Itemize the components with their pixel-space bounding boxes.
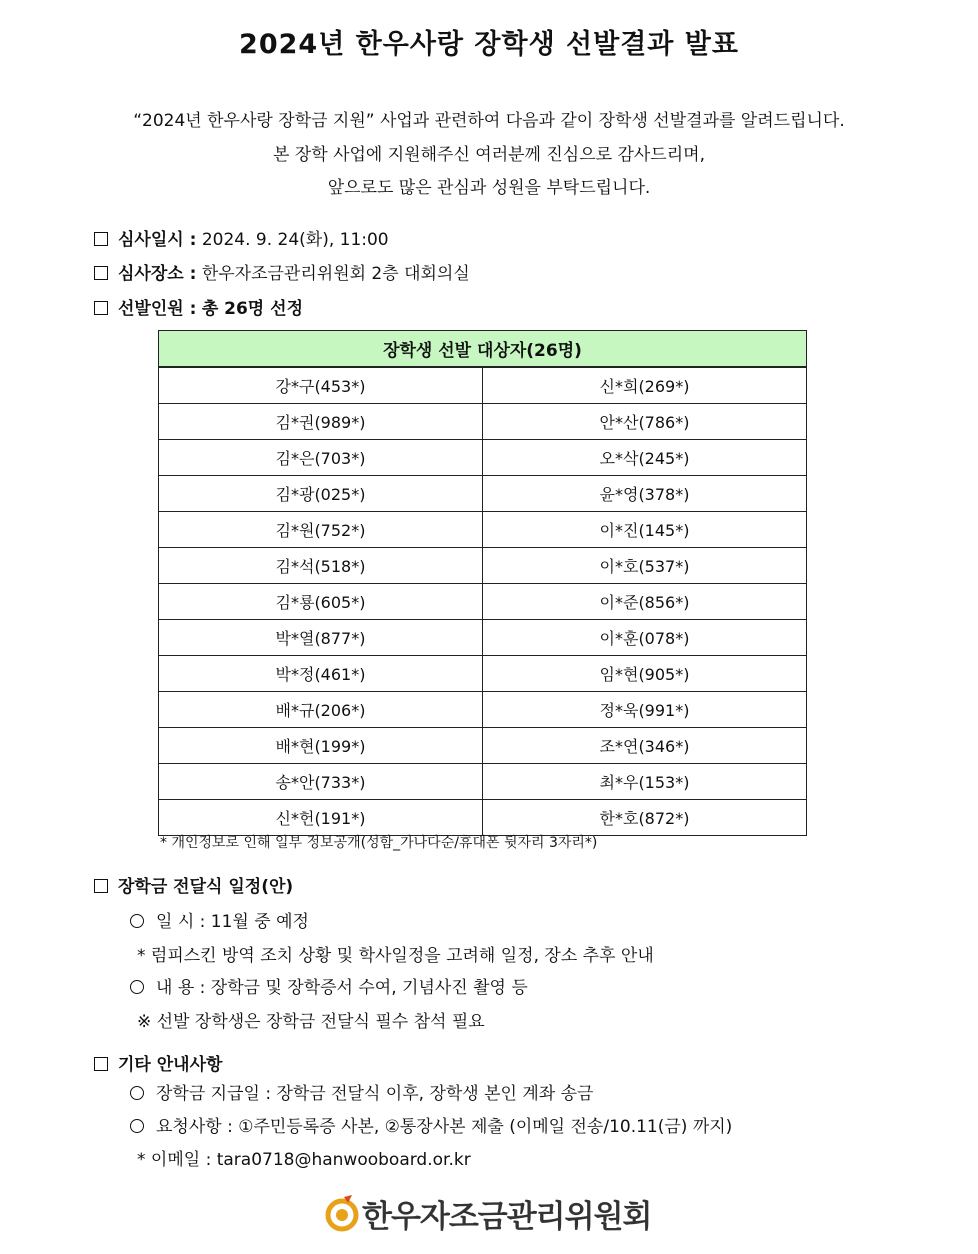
scholar-name-right: 이*진(145*) [483, 512, 807, 548]
scholar-name-right: 한*호(872*) [483, 800, 807, 836]
checkbox-square-icon [94, 266, 108, 280]
scholar-name-right: 임*현(905*) [483, 656, 807, 692]
scholar-name-left: 김*원(752*) [159, 512, 483, 548]
scholar-name-left: 신*헌(191*) [159, 800, 483, 836]
review-date-label: 심사일시 : [118, 230, 197, 250]
table-row [159, 367, 807, 404]
review-place-value: 한우자조금관리위원회 2층 대회의실 [201, 264, 470, 284]
table-row [159, 728, 807, 764]
scholar-name-left: 김*권(989*) [159, 404, 483, 440]
scholar-name-left: 박*열(877*) [159, 620, 483, 656]
scholar-name-right: 안*산(786*) [483, 404, 807, 440]
ceremony-date-line: 일 시 : 11월 중 예정 [130, 907, 309, 932]
circle-bullet-icon [130, 1086, 144, 1100]
scholar-name-right: 윤*영(378*) [483, 476, 807, 512]
ceremony-heading: 장학금 전달식 일정(안) [94, 872, 293, 897]
table-row [159, 656, 807, 692]
scholar-name-left: 송*안(733*) [159, 764, 483, 800]
selection-count-item [94, 294, 303, 319]
scholar-name-right: 이*훈(078*) [483, 620, 807, 656]
table-row [159, 512, 807, 548]
other-heading: 기타 안내사항 [94, 1050, 222, 1075]
review-place-label: 심사장소 : [118, 264, 197, 284]
email-line: * 이메일 : tara0718@hanwooboard.or.kr [137, 1150, 471, 1170]
intro-line-1: “2024년 한우사랑 장학금 지원” 사업과 관련하여 다음과 같이 장학생 선발결과를 알려드립니다. [133, 111, 845, 131]
table-header: 장학생 선발 대상자(26명) [159, 331, 807, 368]
page-title: 2024년 한우사랑 장학생 선발결과 발표 [239, 29, 739, 60]
intro-line-2: 본 장학 사업에 지원해주신 여러분께 진심으로 감사드리며, [273, 145, 705, 165]
privacy-note: * 개인정보로 인해 일부 정보공개(성함_가나다순/휴대폰 뒷자리 3자리*) [160, 835, 598, 851]
scholar-name-right: 이*호(537*) [483, 548, 807, 584]
organization-logo [322, 1190, 651, 1236]
scholar-name-left: 박*정(461*) [159, 656, 483, 692]
scholar-name-left: 배*현(199*) [159, 728, 483, 764]
scholar-name-left: 강*구(453*) [159, 367, 483, 404]
request-line: 요청사항 : ①주민등록증 사본, ②통장사본 제출 (이메일 전송/10.11(금) 까지) [130, 1112, 732, 1137]
table-row [159, 404, 807, 440]
table-row [159, 476, 807, 512]
table-row [159, 584, 807, 620]
intro-line-3: 앞으로도 많은 관심과 성원을 부탁드립니다. [327, 178, 651, 198]
table-row [159, 800, 807, 836]
checkbox-square-icon [94, 879, 108, 893]
scholar-list-table [158, 330, 807, 836]
review-place-item [94, 259, 470, 284]
review-date-value: 2024. 9. 24(화), 11:00 [201, 230, 389, 250]
ceremony-date-note: * 럼피스킨 방역 조치 상황 및 학사일정을 고려해 일정, 장소 추후 안내 [137, 946, 654, 966]
table-row [159, 620, 807, 656]
scholar-name-left: 김*석(518*) [159, 548, 483, 584]
scholar-name-right: 오*삭(245*) [483, 440, 807, 476]
circle-bullet-icon [130, 980, 144, 994]
table-row [159, 440, 807, 476]
circle-bullet-icon [130, 914, 144, 928]
review-date-item [94, 225, 389, 250]
logo-text: 한우자조금관리위원회 [362, 1198, 652, 1235]
scholar-name-left: 김*은(703*) [159, 440, 483, 476]
scholar-name-left: 배*규(206*) [159, 692, 483, 728]
table-row [159, 764, 807, 800]
ceremony-attend-note: ※ 선발 장학생은 장학금 전달식 필수 참석 필요 [137, 1012, 485, 1032]
table-row [159, 548, 807, 584]
ceremony-content-line: 내 용 : 장학금 및 장학증서 수여, 기념사진 촬영 등 [130, 973, 528, 998]
checkbox-square-icon [94, 301, 108, 315]
hanwoo-logo-icon [322, 1193, 362, 1233]
scholar-name-right: 최*우(153*) [483, 764, 807, 800]
scholar-name-right: 정*욱(991*) [483, 692, 807, 728]
scholar-name-left: 김*광(025*) [159, 476, 483, 512]
circle-bullet-icon [130, 1119, 144, 1133]
scholar-name-right: 이*준(856*) [483, 584, 807, 620]
checkbox-square-icon [94, 232, 108, 246]
checkbox-square-icon [94, 1057, 108, 1071]
scholar-name-left: 김*룡(605*) [159, 584, 483, 620]
scholar-name-right: 조*연(346*) [483, 728, 807, 764]
scholar-name-right: 신*희(269*) [483, 367, 807, 404]
selection-count-value: 총 26명 선정 [201, 299, 303, 319]
selection-count-label: 선발인원 : [118, 299, 197, 319]
table-row [159, 692, 807, 728]
pay-line: 장학금 지급일 : 장학금 전달식 이후, 장학생 본인 계좌 송금 [130, 1079, 593, 1104]
